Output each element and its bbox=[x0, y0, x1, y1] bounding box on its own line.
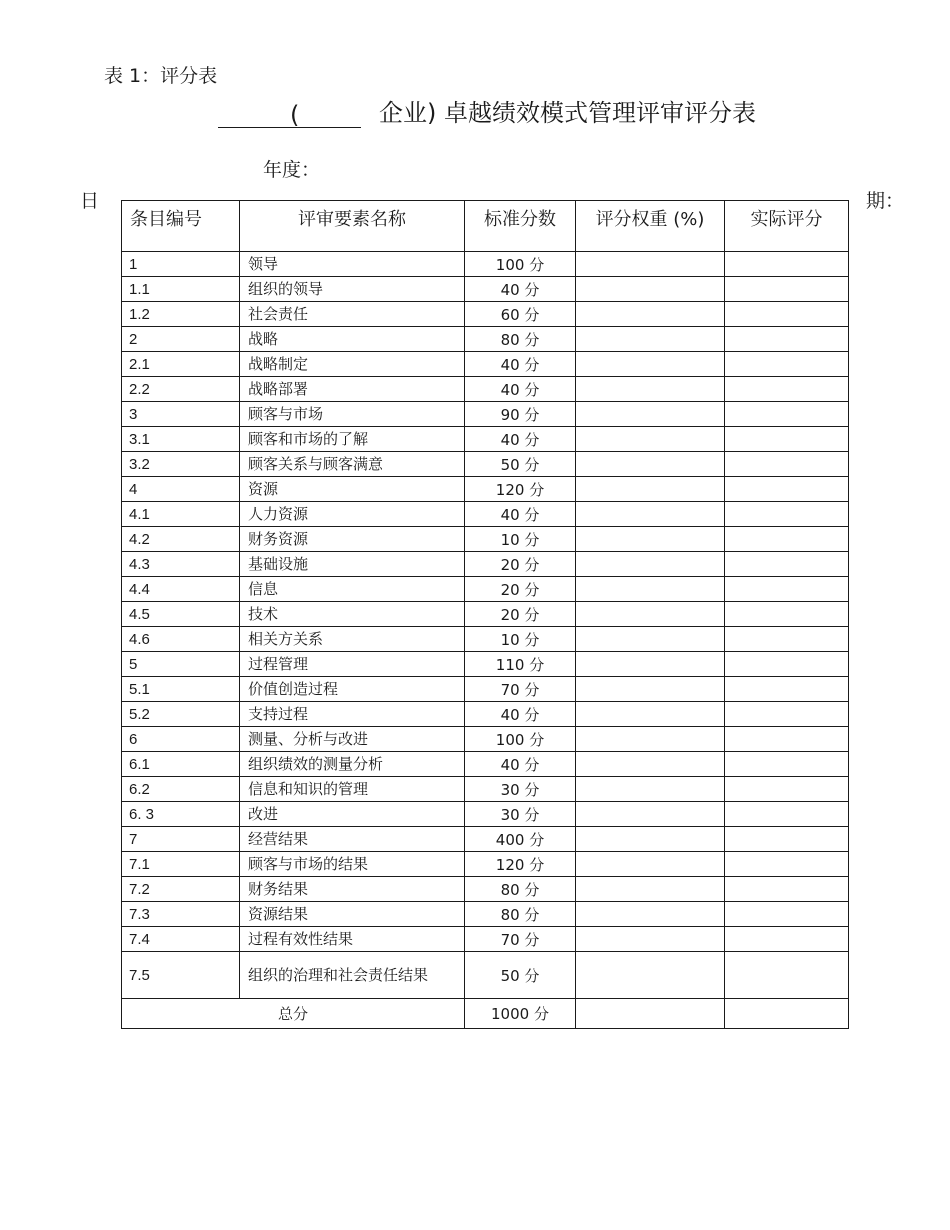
table-row bbox=[122, 752, 849, 777]
total-row bbox=[122, 999, 849, 1029]
standard-score-cell: 110 分 bbox=[465, 652, 576, 677]
table-row bbox=[122, 502, 849, 527]
company-name-blank-right bbox=[299, 101, 361, 128]
item-number-cell: 4.6 bbox=[122, 627, 240, 652]
element-name-cell: 顾客与市场 bbox=[240, 402, 465, 427]
actual-score-cell[interactable] bbox=[725, 677, 849, 702]
header-actual-score: 实际评分 bbox=[725, 201, 849, 252]
table-header-row bbox=[122, 201, 849, 252]
element-name-cell: 价值创造过程 bbox=[240, 677, 465, 702]
element-name-cell: 组织绩效的测量分析 bbox=[240, 752, 465, 777]
item-number-cell: 5.2 bbox=[122, 702, 240, 727]
weight-cell[interactable] bbox=[576, 777, 725, 802]
item-number-cell: 7.2 bbox=[122, 877, 240, 902]
document-title bbox=[218, 93, 756, 128]
weight-cell[interactable] bbox=[576, 377, 725, 402]
table-row bbox=[122, 677, 849, 702]
item-number-cell: 5.1 bbox=[122, 677, 240, 702]
element-name-cell: 相关方关系 bbox=[240, 627, 465, 652]
standard-score-cell: 10 分 bbox=[465, 627, 576, 652]
item-number-cell: 1.1 bbox=[122, 277, 240, 302]
weight-cell[interactable] bbox=[576, 352, 725, 377]
actual-score-cell[interactable] bbox=[725, 552, 849, 577]
actual-score-cell[interactable] bbox=[725, 627, 849, 652]
weight-cell[interactable] bbox=[576, 602, 725, 627]
element-name-cell: 组织的领导 bbox=[240, 277, 465, 302]
actual-score-cell[interactable] bbox=[725, 577, 849, 602]
standard-score-cell: 40 分 bbox=[465, 277, 576, 302]
item-number-cell: 4.3 bbox=[122, 552, 240, 577]
element-name-cell: 顾客与市场的结果 bbox=[240, 852, 465, 877]
actual-score-cell[interactable] bbox=[725, 427, 849, 452]
element-name-cell: 财务结果 bbox=[240, 877, 465, 902]
item-number-cell: 6.1 bbox=[122, 752, 240, 777]
weight-cell[interactable] bbox=[576, 827, 725, 852]
standard-score-cell: 60 分 bbox=[465, 302, 576, 327]
item-number-cell: 3.1 bbox=[122, 427, 240, 452]
item-number-cell: 3 bbox=[122, 402, 240, 427]
item-number-cell: 2.1 bbox=[122, 352, 240, 377]
element-name-cell: 技术 bbox=[240, 602, 465, 627]
item-number-cell: 4.4 bbox=[122, 577, 240, 602]
actual-score-cell[interactable] bbox=[725, 452, 849, 477]
element-name-cell: 人力资源 bbox=[240, 502, 465, 527]
weight-cell[interactable] bbox=[576, 302, 725, 327]
weight-cell[interactable] bbox=[576, 252, 725, 277]
standard-score-cell: 80 分 bbox=[465, 327, 576, 352]
weight-cell[interactable] bbox=[576, 502, 725, 527]
table-row bbox=[122, 727, 849, 752]
standard-score-cell: 40 分 bbox=[465, 352, 576, 377]
element-name-cell: 过程管理 bbox=[240, 652, 465, 677]
item-number-cell: 1 bbox=[122, 252, 240, 277]
total-actual-cell[interactable] bbox=[725, 999, 849, 1029]
table-row bbox=[122, 927, 849, 952]
item-number-cell: 1.2 bbox=[122, 302, 240, 327]
standard-score-cell: 40 分 bbox=[465, 702, 576, 727]
item-number-cell: 6 bbox=[122, 727, 240, 752]
standard-score-cell: 40 分 bbox=[465, 502, 576, 527]
date-label-right: 期： bbox=[866, 190, 905, 212]
item-number-cell: 6. 3 bbox=[122, 802, 240, 827]
actual-score-cell[interactable] bbox=[725, 752, 849, 777]
actual-score-cell[interactable] bbox=[725, 377, 849, 402]
table-row bbox=[122, 302, 849, 327]
table-row bbox=[122, 627, 849, 652]
element-name-cell: 组织的治理和社会责任结果 bbox=[240, 952, 465, 999]
actual-score-cell[interactable] bbox=[725, 802, 849, 827]
standard-score-cell: 80 分 bbox=[465, 877, 576, 902]
table-row bbox=[122, 402, 849, 427]
weight-cell[interactable] bbox=[576, 427, 725, 452]
element-name-cell: 资源结果 bbox=[240, 902, 465, 927]
total-score: 1000 分 bbox=[465, 999, 576, 1029]
weight-cell[interactable] bbox=[576, 702, 725, 727]
actual-score-cell[interactable] bbox=[725, 777, 849, 802]
weight-cell[interactable] bbox=[576, 477, 725, 502]
standard-score-cell: 90 分 bbox=[465, 402, 576, 427]
weight-cell[interactable] bbox=[576, 927, 725, 952]
table-row bbox=[122, 902, 849, 927]
standard-score-cell: 10 分 bbox=[465, 527, 576, 552]
element-name-cell: 信息和知识的管理 bbox=[240, 777, 465, 802]
header-weight: 评分权重 (%) bbox=[576, 201, 725, 252]
weight-cell[interactable] bbox=[576, 877, 725, 902]
date-label-left: 日 bbox=[80, 190, 100, 212]
actual-score-cell[interactable] bbox=[725, 702, 849, 727]
standard-score-cell: 50 分 bbox=[465, 452, 576, 477]
weight-cell[interactable] bbox=[576, 652, 725, 677]
table-row bbox=[122, 702, 849, 727]
weight-cell[interactable] bbox=[576, 852, 725, 877]
weight-cell[interactable] bbox=[576, 677, 725, 702]
title-text: 企业) 卓越绩效模式管理评审评分表 bbox=[379, 99, 757, 127]
weight-cell[interactable] bbox=[576, 752, 725, 777]
item-number-cell: 3.2 bbox=[122, 452, 240, 477]
actual-score-cell[interactable] bbox=[725, 927, 849, 952]
item-number-cell: 4.5 bbox=[122, 602, 240, 627]
weight-cell[interactable] bbox=[576, 552, 725, 577]
item-number-cell: 2.2 bbox=[122, 377, 240, 402]
weight-cell[interactable] bbox=[576, 277, 725, 302]
actual-score-cell[interactable] bbox=[725, 402, 849, 427]
actual-score-cell[interactable] bbox=[725, 277, 849, 302]
standard-score-cell: 100 分 bbox=[465, 727, 576, 752]
actual-score-cell[interactable] bbox=[725, 502, 849, 527]
item-number-cell: 6.2 bbox=[122, 777, 240, 802]
table-row bbox=[122, 327, 849, 352]
element-name-cell: 顾客关系与顾客满意 bbox=[240, 452, 465, 477]
item-number-cell: 7 bbox=[122, 827, 240, 852]
table-row bbox=[122, 852, 849, 877]
table-row bbox=[122, 652, 849, 677]
company-name-blank-left bbox=[218, 101, 290, 128]
item-number-cell: 7.1 bbox=[122, 852, 240, 877]
total-label: 总分 bbox=[122, 999, 465, 1029]
score-table bbox=[121, 200, 849, 1029]
weight-cell[interactable] bbox=[576, 402, 725, 427]
year-label: 年度： bbox=[263, 159, 321, 181]
item-number-cell: 5 bbox=[122, 652, 240, 677]
table-row bbox=[122, 952, 849, 999]
element-name-cell: 战略制定 bbox=[240, 352, 465, 377]
item-number-cell: 4 bbox=[122, 477, 240, 502]
element-name-cell: 社会责任 bbox=[240, 302, 465, 327]
table-row bbox=[122, 252, 849, 277]
standard-score-cell: 120 分 bbox=[465, 477, 576, 502]
element-name-cell: 领导 bbox=[240, 252, 465, 277]
element-name-cell: 战略部署 bbox=[240, 377, 465, 402]
actual-score-cell[interactable] bbox=[725, 602, 849, 627]
standard-score-cell: 120 分 bbox=[465, 852, 576, 877]
table-row bbox=[122, 452, 849, 477]
weight-cell[interactable] bbox=[576, 577, 725, 602]
actual-score-cell[interactable] bbox=[725, 252, 849, 277]
actual-score-cell[interactable] bbox=[725, 827, 849, 852]
element-name-cell: 战略 bbox=[240, 327, 465, 352]
element-name-cell: 支持过程 bbox=[240, 702, 465, 727]
standard-score-cell: 20 分 bbox=[465, 552, 576, 577]
table-row bbox=[122, 877, 849, 902]
item-number-cell: 7.4 bbox=[122, 927, 240, 952]
element-name-cell: 改进 bbox=[240, 802, 465, 827]
element-name-cell: 信息 bbox=[240, 577, 465, 602]
table-row bbox=[122, 827, 849, 852]
item-number-cell: 2 bbox=[122, 327, 240, 352]
title-open-paren: ( bbox=[290, 101, 300, 129]
table-caption: 表 1：评分表 bbox=[104, 65, 218, 87]
item-number-cell: 7.5 bbox=[122, 952, 240, 999]
standard-score-cell: 50 分 bbox=[465, 952, 576, 999]
standard-score-cell: 40 分 bbox=[465, 752, 576, 777]
total-weight-cell[interactable] bbox=[576, 999, 725, 1029]
element-name-cell: 基础设施 bbox=[240, 552, 465, 577]
standard-score-cell: 20 分 bbox=[465, 577, 576, 602]
table-row bbox=[122, 277, 849, 302]
header-element-name: 评审要素名称 bbox=[240, 201, 465, 252]
actual-score-cell[interactable] bbox=[725, 727, 849, 752]
standard-score-cell: 40 分 bbox=[465, 427, 576, 452]
element-name-cell: 资源 bbox=[240, 477, 465, 502]
table-row bbox=[122, 527, 849, 552]
standard-score-cell: 70 分 bbox=[465, 927, 576, 952]
weight-cell[interactable] bbox=[576, 627, 725, 652]
item-number-cell: 4.1 bbox=[122, 502, 240, 527]
actual-score-cell[interactable] bbox=[725, 477, 849, 502]
standard-score-cell: 30 分 bbox=[465, 802, 576, 827]
table-row bbox=[122, 602, 849, 627]
table-row bbox=[122, 427, 849, 452]
weight-cell[interactable] bbox=[576, 902, 725, 927]
actual-score-cell[interactable] bbox=[725, 877, 849, 902]
weight-cell[interactable] bbox=[576, 452, 725, 477]
element-name-cell: 测量、分析与改进 bbox=[240, 727, 465, 752]
table-row bbox=[122, 477, 849, 502]
table-row bbox=[122, 777, 849, 802]
actual-score-cell[interactable] bbox=[725, 352, 849, 377]
header-item-number: 条目编号 bbox=[122, 201, 240, 252]
actual-score-cell[interactable] bbox=[725, 952, 849, 999]
actual-score-cell[interactable] bbox=[725, 652, 849, 677]
weight-cell[interactable] bbox=[576, 802, 725, 827]
item-number-cell: 4.2 bbox=[122, 527, 240, 552]
table-row bbox=[122, 552, 849, 577]
standard-score-cell: 400 分 bbox=[465, 827, 576, 852]
element-name-cell: 财务资源 bbox=[240, 527, 465, 552]
element-name-cell: 过程有效性结果 bbox=[240, 927, 465, 952]
weight-cell[interactable] bbox=[576, 952, 725, 999]
actual-score-cell[interactable] bbox=[725, 302, 849, 327]
table-row bbox=[122, 802, 849, 827]
element-name-cell: 经营结果 bbox=[240, 827, 465, 852]
actual-score-cell[interactable] bbox=[725, 327, 849, 352]
actual-score-cell[interactable] bbox=[725, 527, 849, 552]
weight-cell[interactable] bbox=[576, 527, 725, 552]
table-row bbox=[122, 377, 849, 402]
element-name-cell: 顾客和市场的了解 bbox=[240, 427, 465, 452]
header-standard-score: 标准分数 bbox=[465, 201, 576, 252]
item-number-cell: 7.3 bbox=[122, 902, 240, 927]
standard-score-cell: 20 分 bbox=[465, 602, 576, 627]
weight-cell[interactable] bbox=[576, 327, 725, 352]
standard-score-cell: 70 分 bbox=[465, 677, 576, 702]
standard-score-cell: 80 分 bbox=[465, 902, 576, 927]
actual-score-cell[interactable] bbox=[725, 902, 849, 927]
table-row bbox=[122, 577, 849, 602]
standard-score-cell: 30 分 bbox=[465, 777, 576, 802]
actual-score-cell[interactable] bbox=[725, 852, 849, 877]
standard-score-cell: 100 分 bbox=[465, 252, 576, 277]
weight-cell[interactable] bbox=[576, 727, 725, 752]
standard-score-cell: 40 分 bbox=[465, 377, 576, 402]
table-row bbox=[122, 352, 849, 377]
